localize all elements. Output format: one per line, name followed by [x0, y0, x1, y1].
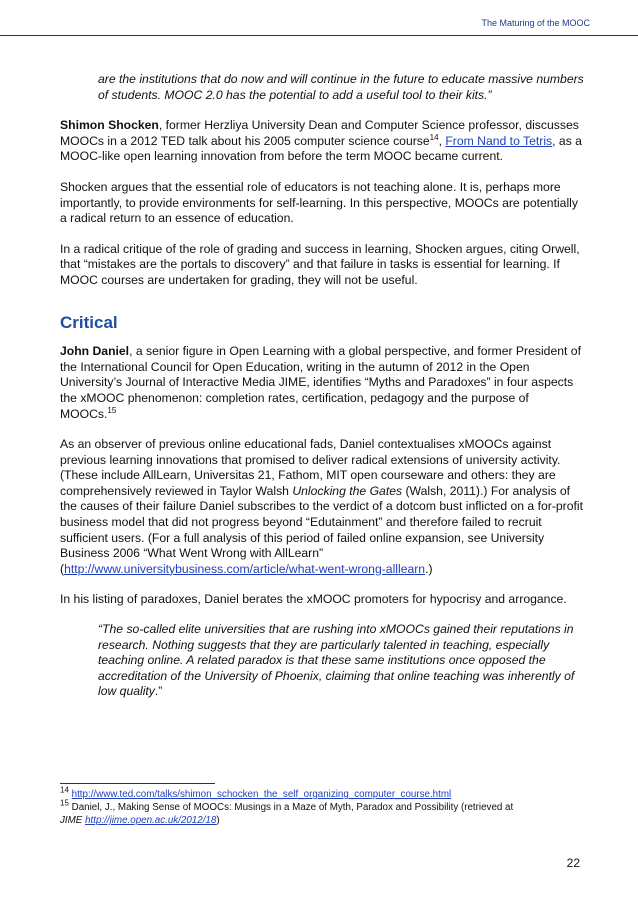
paragraph-daniel-intro	[60, 344, 584, 422]
quote-end: .”	[154, 684, 163, 699]
paragraph-daniel-paradoxes: In his listing of paradoxes, Daniel berates the xMOOC promoters for hypocrisy and arrogance.	[60, 592, 567, 607]
university-business-link[interactable]: http://www.universitybusiness.com/article/what-went-wrong-alllearn	[64, 561, 426, 576]
running-header: The Maturing of the MOOC	[481, 18, 590, 28]
paragraph-text: (Walsh, 2011).) For analysis of the causes of their failure Daniel subscribes to the verdict of a dotcom bust inflicted on a for-profit business model that did not progress beyond “Edutainment” and therefore failed to recruit sufficient users. (For a full analysis of this period of failed online expansion, see University Business 2006 “What Went Wrong with AllLearn” (	[60, 483, 583, 576]
paragraph-text: .)	[425, 561, 433, 576]
paragraph-shocken-grading: In a radical critique of the role of grading and success in learning, Shocken argues, citing Orwell, that “mistakes are the portals to discovery” and that failure in tasks is essential for learning. If MOOC courses are undertaken for grading, they will not be useful.	[60, 241, 580, 287]
paragraph-text: ,	[438, 133, 446, 148]
quote-continuation: are the institutions that do now and will continue in the future to educate massive numbers of students. MOOC 2.0 has the potential to add a useful tool to their kits.”	[98, 72, 584, 102]
header-rule	[0, 35, 638, 36]
footnote-ref[interactable]: 15	[107, 405, 117, 415]
paragraph-daniel-context	[60, 437, 584, 577]
from-nand-to-tetris-link[interactable]: From Nand to Tetris	[445, 133, 553, 148]
paragraph-shocken-role: Shocken argues that the essential role of educators is not teaching alone. It is, perhaps more importantly, to provide environments for self-learning. In this perspective, MOOCs are potentially a radical return to an essence of education.	[60, 179, 578, 226]
paragraph-text: , a senior figure in Open Learning with a global perspective, and former President of the International Council for Open Education, writing in the autumn of 2012 in the Open University’s Journal of Interactive Media JIME, identifies “Myths and Paradoxes” in four aspects the xMOOC phenomenon: completion rates, certification, pedagogy and the purpose of MOOCs.	[60, 344, 581, 421]
page-number: 22	[566, 856, 580, 870]
page-body	[60, 72, 584, 715]
footnote-number: 15	[60, 798, 69, 808]
footnotes	[60, 785, 600, 827]
footnote-rule	[60, 783, 215, 784]
quote-daniel	[98, 622, 584, 700]
footnote-text: )	[216, 815, 220, 826]
ted-talk-link[interactable]: http://www.ted.com/talks/shimon_schocken_the_self_organizing_computer_course.html	[71, 789, 452, 800]
footnote-text: Daniel, J., Making Sense of MOOCs: Musings in a Maze of Myth, Paradox and Possibility (retrieved at	[71, 802, 514, 813]
journal-name: JIME	[60, 815, 83, 826]
paragraph-text: As an observer of previous online educational fads, Daniel contextualises xMOOCs against previous learning innovations that promised to deliver radical extensions of university activity. (These include AllLearn, Universitas 21, Fathom, MIT open courseware and others: they are comprehensively reviewed in Taylor Walsh	[60, 437, 561, 498]
person-name: John Daniel	[60, 344, 130, 359]
paragraph-shocken-intro	[60, 118, 584, 165]
jime-link[interactable]: http://jime.open.ac.uk/2012/18	[85, 815, 217, 826]
section-heading-critical: Critical	[60, 312, 118, 332]
paragraph-text: , as a MOOC-like open learning innovation from before the term MOOC became current.	[60, 133, 582, 164]
person-name: Shimon Shocken	[60, 118, 159, 133]
book-title: Unlocking the Gates	[292, 483, 403, 498]
footnote-number: 14	[60, 785, 69, 795]
footnote-15	[60, 798, 600, 827]
quote-text: “The so-called elite universities that are rushing into xMOOCs gained their reputations in research. Nothing suggests that they are particularly talented in teaching, especially teaching online. A related paradox is that these same institutions once opposed the accreditation of the University of Phoenix, claiming that online teaching was inherently of low quality	[98, 622, 575, 699]
footnote-ref[interactable]: 14	[429, 132, 439, 142]
paragraph-text: , former Herzliya University Dean and Computer Science professor, discusses MOOCs in a 2012 TED talk about his 2005 computer science course	[60, 118, 579, 148]
footnote-14	[60, 785, 600, 801]
